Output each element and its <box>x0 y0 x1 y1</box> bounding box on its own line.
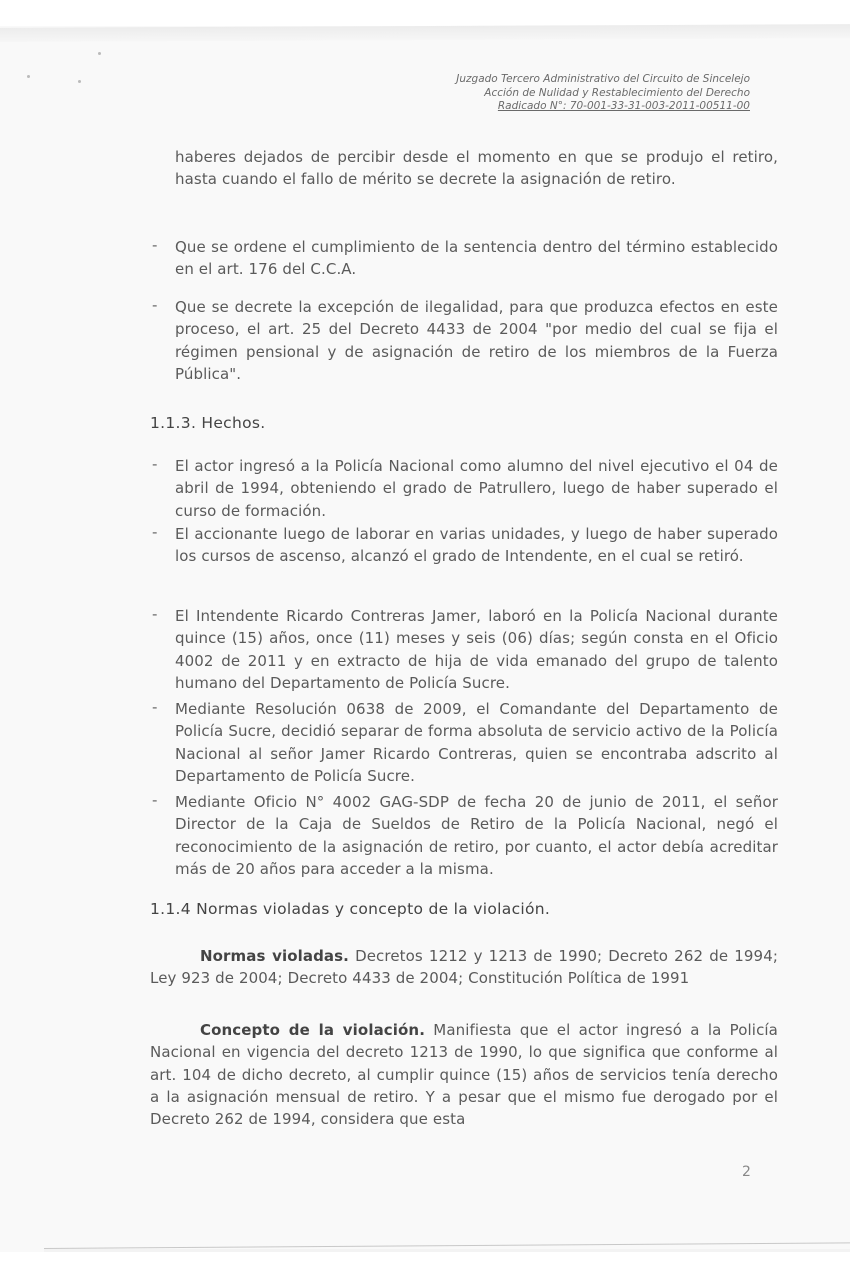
scan-edge-top <box>0 24 850 42</box>
fact-item: Mediante Resolución 0638 de 2009, el Comandante del Departamento de Policía Sucre, decidió separar de forma absoluta de servicio activo de la Policía Nacional al señor Jamer Ricardo Contreras, quien se encontraba adscrito al Departamento de Policía Sucre. <box>175 700 778 785</box>
bullet-dash: - <box>152 791 158 809</box>
bullet-dash: - <box>152 455 158 473</box>
normas-violadas-text: Decretos 1212 y 1213 de 1990; Decreto 262 de 1994; Ley 923 de 2004; Decreto 4433 de 2004; Constitución Política de 1991 <box>150 947 778 988</box>
scan-margin-bottom <box>0 1252 850 1280</box>
concepto-violacion-paragraph <box>150 1019 778 1130</box>
fact-item: El Intendente Ricardo Contreras Jamer, laboró en la Policía Nacional durante quince (15) años, once (11) meses y seis (06) días; según consta en el Oficio 4002 de 2011 y en extracto de hija de vida emanado del grupo de talento humano del Departamento de Policía Sucre. <box>175 607 778 692</box>
fact-item: El actor ingresó a la Policía Nacional como alumno del nivel ejecutivo el 04 de abril de 1994, obteniendo el grado de Patrullero, luego de haber superado el curso de formación. <box>175 457 778 520</box>
normas-violadas-label: Normas violadas. <box>200 947 349 965</box>
fact-item: Mediante Oficio N° 4002 GAG-SDP de fecha 20 de junio de 2011, el señor Director de la Caja de Sueldos de Retiro de la Policía Nacional, negó el reconocimiento de la asignación de retiro, por cuanto, el actor debía acreditar más de 20 años para acceder a la misma. <box>175 793 778 878</box>
scan-speck <box>78 80 81 83</box>
bullet-dash: - <box>152 523 158 541</box>
scan-speck <box>27 75 30 78</box>
bullet-dash: - <box>152 236 158 254</box>
document-header <box>456 73 750 114</box>
bullet-dash: - <box>152 605 158 623</box>
request-item: Que se decrete la excepción de ilegalidad, para que produzca efectos en este proceso, el art. 25 del Decreto 4433 de 2004 "por medio del cual se fija el régimen pensional y de asignación de retiro de los miembros de la Fuerza Pública". <box>175 298 778 383</box>
request-item: Que se ordene el cumplimiento de la sentencia dentro del término establecido en el art. 176 del C.C.A. <box>175 238 778 279</box>
bullet-dash: - <box>152 296 158 314</box>
concepto-violacion-label: Concepto de la violación. <box>200 1021 426 1039</box>
court-name: Juzgado Tercero Administrativo del Circuito de Sincelejo <box>456 73 750 85</box>
scan-edge-bottom <box>44 1242 850 1249</box>
scan-margin-top <box>0 0 850 26</box>
bullet-dash: - <box>152 698 158 716</box>
section-heading-hechos: 1.1.3. Hechos. <box>150 414 266 432</box>
intro-paragraph: haberes dejados de percibir desde el momento en que se produjo el retiro, hasta cuando el fallo de mérito se decrete la asignación de retiro. <box>175 148 778 189</box>
page-number: 2 <box>742 1164 751 1180</box>
scan-speck <box>98 52 101 55</box>
case-number: Radicado N°: 70-001-33-31-003-2011-00511-00 <box>497 100 750 112</box>
fact-item: El accionante luego de laborar en varias unidades, y luego de haber superado los cursos de ascenso, alcanzó el grado de Intendente, en el cual se retiró. <box>175 525 778 566</box>
section-heading-normas: 1.1.4 Normas violadas y concepto de la violación. <box>150 900 551 918</box>
normas-violadas-paragraph <box>150 945 778 990</box>
concepto-violacion-text: Manifiesta que el actor ingresó a la Policía Nacional en vigencia del decreto 1213 de 1990, lo que significa que conforme al art. 104 de dicho decreto, al cumplir quince (15) años de servicios tenía derecho a la asignación mensual de retiro. Y a pesar que el mismo fue derogado por el Decreto 262 de 1994, considera que esta <box>150 1021 778 1129</box>
action-type: Acción de Nulidad y Restablecimiento del Derecho <box>484 86 750 99</box>
